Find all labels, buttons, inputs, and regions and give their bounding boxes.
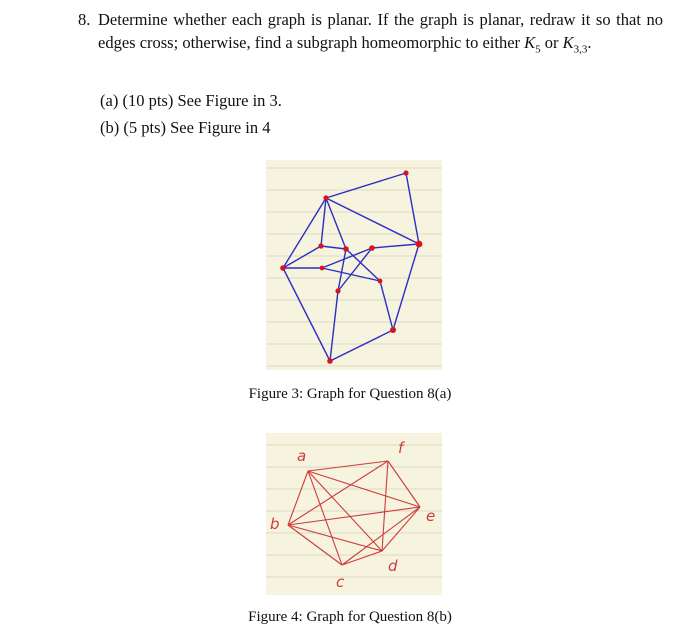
- vertex: [327, 358, 333, 364]
- part-a: [100, 90, 282, 112]
- figure-4-graph: [266, 433, 442, 595]
- or-text: or: [540, 33, 563, 52]
- question-8: [78, 8, 663, 61]
- k33-symbol: K: [562, 33, 574, 52]
- vertex: [378, 279, 383, 284]
- vertex-label-c: c: [336, 573, 345, 591]
- vertex: [280, 265, 286, 271]
- vertex: [416, 241, 423, 248]
- end-period: .: [587, 33, 592, 52]
- vertex: [335, 288, 340, 293]
- vertex-label-f: f: [398, 439, 404, 457]
- vertex-label-e: e: [426, 507, 436, 525]
- question-number: 8.: [78, 10, 91, 29]
- k33-subscript: 3,3: [573, 43, 588, 56]
- figure-3-graph: [266, 160, 442, 370]
- vertex-label-a: a: [297, 447, 307, 465]
- vertex: [369, 245, 375, 251]
- part-b-label: (b): [100, 118, 120, 137]
- k5-subscript: 5: [535, 43, 541, 56]
- vertex: [343, 246, 349, 252]
- figure-3-paper: [266, 160, 442, 370]
- vertex-label-b: b: [270, 515, 280, 533]
- vertex: [320, 266, 325, 271]
- question-text: [98, 8, 663, 61]
- figure-3-caption: Figure 3: Graph for Question 8(a): [248, 386, 452, 402]
- question-text-main: Determine whether each graph is planar. If the graph is planar, redraw it so that no edges cross; otherwise, find a subgraph homeomorphic to either: [98, 10, 663, 52]
- k5-symbol: K: [524, 33, 536, 52]
- part-b: [100, 117, 270, 139]
- vertex: [403, 170, 408, 175]
- vertex: [318, 243, 323, 248]
- vertex: [390, 327, 396, 333]
- vertex-label-d: d: [388, 557, 398, 575]
- vertex: [323, 195, 328, 200]
- part-b-text: (5 pts) See Figure in 4: [123, 118, 271, 137]
- figure-4-caption: Figure 4: Graph for Question 8(b): [248, 609, 452, 625]
- part-a-text: (10 pts) See Figure in 3.: [122, 91, 282, 110]
- part-a-label: (a): [100, 91, 119, 110]
